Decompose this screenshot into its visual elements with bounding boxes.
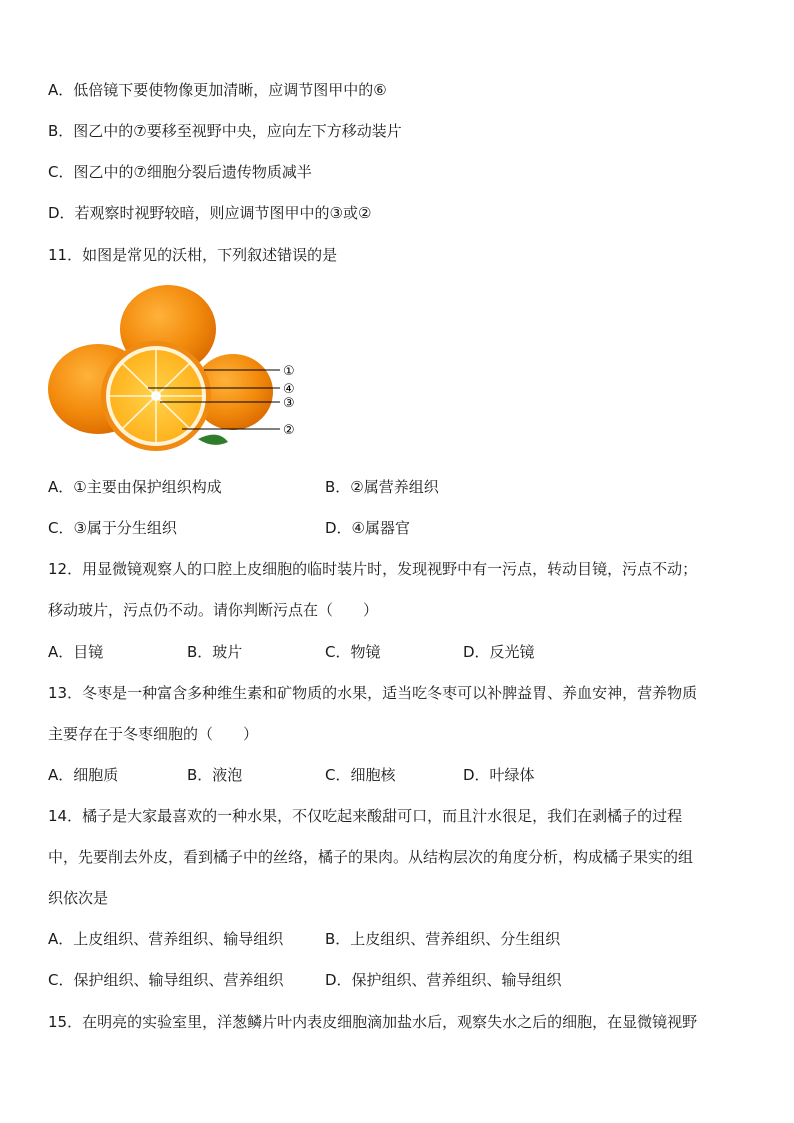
- q14-option-a: A．上皮组织、营养组织、输导组织: [48, 930, 284, 948]
- label-4: ④: [283, 382, 295, 397]
- orange-core: [151, 391, 161, 401]
- q12-option-b: B．玻片: [187, 643, 243, 661]
- q15-stem-line1: 15．在明亮的实验室里，洋葱鳞片叶内表皮细胞滴加盐水后，观察失水之后的细胞，在显微镜视野: [48, 1013, 698, 1031]
- q13-stem-line1: 13．冬枣是一种富含多种维生素和矿物质的水果，适当吃冬枣可以补脾益胃、养血安神，营养物质: [48, 684, 698, 702]
- q11-option-b: B．②属营养组织: [325, 478, 439, 496]
- q10-option-b: B．图乙中的⑦要移至视野中央，应向左下方移动装片: [48, 122, 402, 140]
- q12-option-c: C．物镜: [325, 643, 381, 661]
- q14-option-c: C．保护组织、输导组织、营养组织: [48, 971, 284, 989]
- q12-option-a: A．目镜: [48, 643, 104, 661]
- q10-option-c: C．图乙中的⑦细胞分裂后遗传物质减半: [48, 163, 312, 181]
- q13-option-c: C．细胞核: [325, 766, 396, 784]
- q11-stem: 11．如图是常见的沃柑，下列叙述错误的是: [48, 246, 338, 264]
- q13-option-d: D．叶绿体: [463, 766, 535, 784]
- q14-stem-line2: 中，先要削去外皮，看到橘子中的丝络，橘子的果肉。从结构层次的角度分析，构成橘子果实的组: [48, 848, 694, 866]
- orange-figure: [48, 284, 308, 459]
- q10-option-a: A．低倍镜下要使物像更加清晰，应调节图甲中的⑥: [48, 81, 387, 99]
- q14-option-d: D．保护组织、营养组织、输导组织: [325, 971, 562, 989]
- q12-stem-line1: 12．用显微镜观察人的口腔上皮细胞的临时装片时，发现视野中有一污点，转动目镜，污点不动；: [48, 560, 698, 578]
- q10-option-d: D．若观察时视野较暗，则应调节图甲中的③或②: [48, 204, 372, 222]
- leaf: [198, 435, 228, 445]
- q14-stem-line1: 14．橘子是大家最喜欢的一种水果，不仅吃起来酸甜可口，而且汁水很足，我们在剥橘子的过程: [48, 807, 683, 825]
- q11-option-c: C．③属于分生组织: [48, 519, 177, 537]
- q13-option-b: B．液泡: [187, 766, 243, 784]
- q11-option-a: A．①主要由保护组织构成: [48, 478, 222, 496]
- label-3: ③: [283, 396, 295, 411]
- q11-option-d: D．④属器官: [325, 519, 410, 537]
- q14-option-b: B．上皮组织、营养组织、分生组织: [325, 930, 561, 948]
- q14-stem-line3: 织依次是: [48, 889, 109, 907]
- label-1: ①: [283, 364, 295, 379]
- q13-option-a: A．细胞质: [48, 766, 119, 784]
- q12-option-d: D．反光镜: [463, 643, 535, 661]
- label-2: ②: [283, 423, 295, 438]
- q12-stem-line2: 移动玻片，污点仍不动。请你判断污点在（ ）: [48, 601, 379, 619]
- q13-stem-line2: 主要存在于冬枣细胞的（ ）: [48, 725, 259, 743]
